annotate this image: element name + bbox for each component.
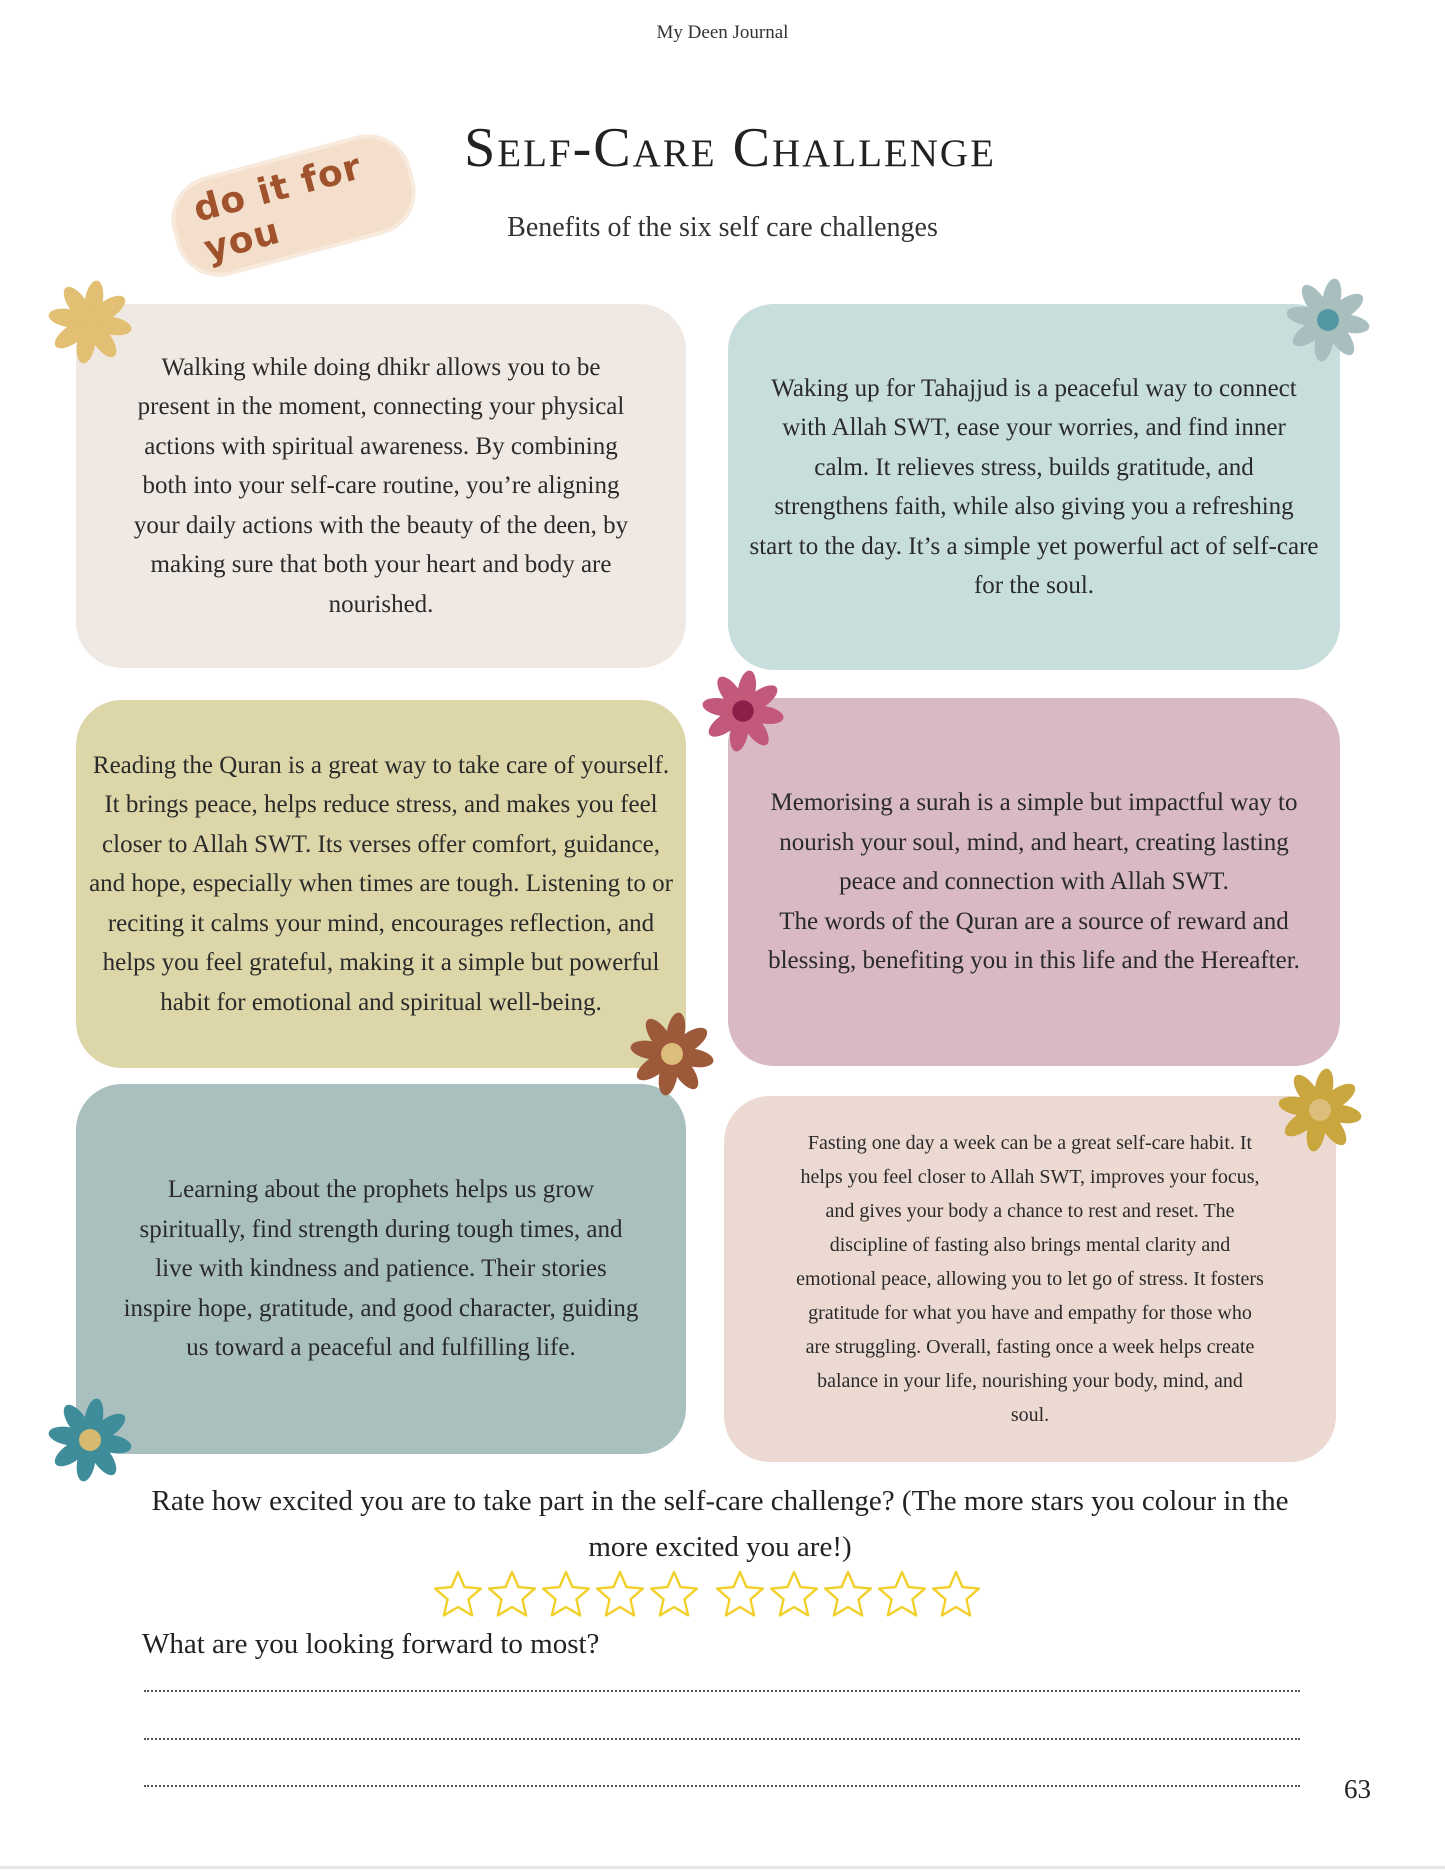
card-text: Waking up for Tahajjud is a peaceful way to connect with Allah SWT, ease your worries, and find inner calm. It relieves stress, builds gratitude, and strengthens faith, while also giving you a refreshing start to the day. It’s a simple yet powerful act of self-care for the soul. <box>749 374 1319 599</box>
page-subtitle: Benefits of the six self care challenges <box>507 212 938 243</box>
card-text: Walking while doing dhikr allows you to be present in the moment, connecting your physical actions with spiritual awareness. By combining both into your self-care routine, you’re aligning your daily actions with the beauty of the deen, by making sure that both your heart and body are nourished. <box>133 353 629 618</box>
flower-center <box>1309 1099 1331 1121</box>
flower-center <box>732 700 754 722</box>
card-text: Fasting one day a week can be a great self-care habit. It helps you feel closer to Allah SWT, improves your focus, and gives your body a chance to rest and reset. The discipline of fasting also brings mental clarity and emotional peace, allowing you to let go of stress. It fosters gratitude for what you have and empathy for those who are struggling. Overall, fasting once a week helps create balance in your life, nourishing your body, mind, and soul. <box>796 1132 1264 1426</box>
star-icon[interactable] <box>648 1568 700 1620</box>
star-icon[interactable] <box>930 1568 982 1620</box>
star-icon[interactable] <box>594 1568 646 1620</box>
star-icon[interactable] <box>432 1568 484 1620</box>
page-title: Self-Care Challenge <box>464 117 996 179</box>
flower-icon <box>46 278 134 366</box>
flower-center <box>661 1043 683 1065</box>
answer-line[interactable] <box>144 1690 1300 1692</box>
flower-center <box>1317 309 1339 331</box>
card-text: Learning about the prophets helps us grow spiritually, find strength during tough times, and live with kindness and patience. Their stories inspire hope, gratitude, and good character, guiding us toward a peaceful and fulfilling life. <box>123 1176 639 1362</box>
card-text: Reading the Quran is a great way to take care of yourself. It brings peace, helps reduce stress, and makes you feel closer to Allah SWT. Its verses offer comfort, guidance, and hope, especially when times are tough. Listening to or reciting it calms your mind, encourages reflection, and helps you feel grateful, making it a simple but powerful habit for emotional and spiritual well-being. <box>89 751 673 1016</box>
star-icon[interactable] <box>822 1568 874 1620</box>
flower-icon <box>1284 276 1372 364</box>
sticker-text: do it for you <box>166 129 420 281</box>
flower-icon <box>700 668 786 754</box>
flower-center <box>79 311 101 333</box>
star-icon[interactable] <box>876 1568 928 1620</box>
flower-icon <box>628 1010 716 1098</box>
answer-line[interactable] <box>144 1738 1300 1740</box>
flower-icon <box>1276 1066 1364 1154</box>
star-icon[interactable] <box>486 1568 538 1620</box>
star-icon[interactable] <box>714 1568 766 1620</box>
looking-forward-question: What are you looking forward to most? <box>142 1628 600 1660</box>
journal-header: My Deen Journal <box>656 22 789 43</box>
card-tahajjud <box>728 304 1340 670</box>
card-fasting <box>724 1096 1336 1462</box>
card-text: Memorising a surah is a simple but impactful way to nourish your soul, mind, and heart, creating lasting peace and connection with Allah SWT. The words of the Quran are a source of reward and blessing, benefiting you in this life and the Hereafter. <box>768 789 1300 975</box>
flower-icon <box>46 1396 134 1484</box>
answer-line[interactable] <box>144 1785 1300 1787</box>
rating-prompt: Rate how excited you are to take part in the self-care challenge? (The more stars you colour in the more excited you are!) <box>151 1485 1289 1563</box>
card-dhikr-walk <box>76 304 686 668</box>
card-memorising-surah <box>728 698 1340 1066</box>
do-it-for-you-sticker <box>139 108 416 272</box>
card-reading-quran <box>76 700 686 1068</box>
star-icon[interactable] <box>768 1568 820 1620</box>
star-icon[interactable] <box>540 1568 592 1620</box>
page-number: 63 <box>1344 1774 1371 1804</box>
star-rating <box>432 1568 972 1620</box>
flower-center <box>79 1429 101 1451</box>
card-learning-prophets <box>76 1084 686 1454</box>
bottom-divider <box>0 1866 1445 1869</box>
